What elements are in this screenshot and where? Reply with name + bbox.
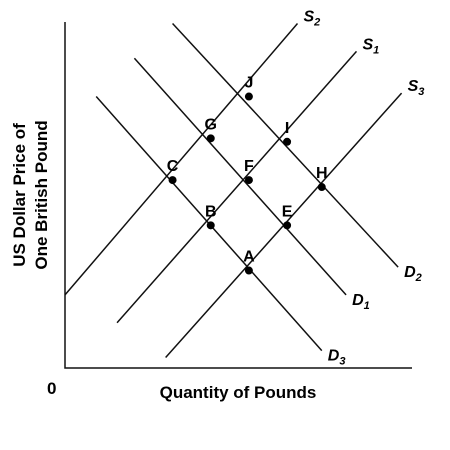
point-f xyxy=(245,176,253,184)
point-c xyxy=(169,176,177,184)
point-label-c: C xyxy=(166,158,179,176)
point-label-g: G xyxy=(204,116,217,134)
point-g xyxy=(207,134,215,142)
point-label-e: E xyxy=(281,203,293,221)
curve-label-d1: $D_1$ xyxy=(352,291,370,312)
curve-label-s2: $S_2$ xyxy=(303,8,321,29)
y-axis-label-line-1: US Dollar Price of xyxy=(10,123,29,267)
point-label-f: F xyxy=(244,158,254,176)
curve-label-s3: $S_3$ xyxy=(407,78,425,99)
origin-label: 0 xyxy=(47,379,57,398)
curve-label-d3: $D_3$ xyxy=(327,347,346,368)
point-i xyxy=(283,138,291,146)
axes xyxy=(65,22,412,368)
point-label-b: B xyxy=(204,203,217,221)
curve-label-s1: $S_1$ xyxy=(362,36,380,57)
point-label-a: A xyxy=(243,248,255,266)
y-axis-label xyxy=(10,120,51,269)
point-e xyxy=(283,221,291,229)
point-h xyxy=(318,183,326,191)
point-a xyxy=(245,267,253,275)
intersection-points-layer xyxy=(166,93,326,275)
x-axis-label: Quantity of Pounds xyxy=(159,383,317,402)
point-j xyxy=(245,93,253,101)
point-label-j: J xyxy=(244,74,254,92)
curve-label-d2: $D_2$ xyxy=(404,264,422,285)
y-axis-label-line-2: One British Pound xyxy=(32,120,51,270)
point-b xyxy=(207,221,215,229)
point-label-h: H xyxy=(315,165,328,183)
curve-s2 xyxy=(65,23,297,294)
point-label-i: I xyxy=(284,119,290,137)
